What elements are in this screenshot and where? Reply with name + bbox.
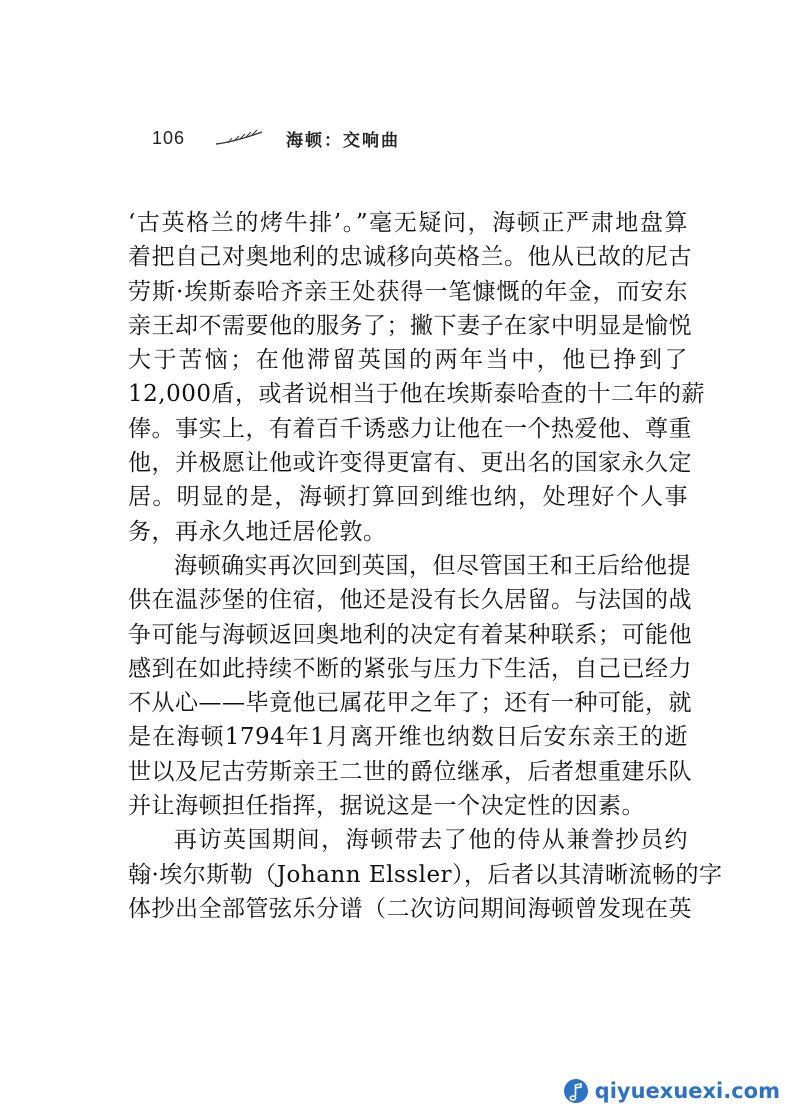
text-line: 务，再永久地迁居伦敦。	[128, 518, 387, 545]
text-line: 翰·埃尔斯勒（Johann Elssler），后者以其清晰流畅的字	[128, 861, 723, 888]
text-line: 是在海顿1794年1月离开维也纳数日后安东亲王的逝	[128, 724, 688, 751]
text-line: 世以及尼古劳斯亲王二世的爵位继承，后者想重建乐队	[128, 758, 692, 785]
watermark-text: qiyuexuexi.com	[594, 1079, 780, 1103]
text-line: 居。明显的是，海顿打算回到维也纳，处理好个人事	[128, 484, 688, 511]
text-line: 劳斯·埃斯泰哈齐亲王处获得一笔慷慨的年金，而安东	[128, 278, 688, 305]
text-line: 感到在如此持续不断的紧张与压力下生活，自己已经力	[128, 655, 692, 682]
page-header	[152, 126, 552, 156]
text-line: 着把自己对奥地利的忠诚移向英格兰。他从已故的尼古	[128, 244, 692, 271]
feather-ornament-icon	[214, 128, 264, 148]
text-line: ‘古英格兰的烤牛排’。”毫无疑问，海顿正严肃地盘算	[128, 210, 688, 236]
text-line: 海顿确实再次回到英国，但尽管国王和王后给他提	[174, 552, 691, 579]
text-line: 再访英国期间，海顿带去了他的侍从兼誊抄员约	[174, 827, 688, 854]
text-line: 大于苦恼；在他滞留英国的两年当中，他已挣到了	[128, 347, 688, 374]
text-line: 并让海顿担任指挥，据说这是一个决定性的因素。	[128, 793, 645, 820]
text-line: 争可能与海顿返回奥地利的决定有着某种联系；可能他	[128, 621, 692, 648]
music-note-logo-icon	[563, 1078, 589, 1104]
text-line: 俸。事实上，有着百千诱惑力让他在一个热爱他、尊重	[128, 415, 692, 442]
text-line: 不从心——毕竟他已属花甲之年了；还有一种可能，就	[128, 690, 692, 717]
body-text	[128, 206, 723, 926]
running-title: 海顿：交响曲	[286, 131, 400, 151]
text-line: 12,000盾，或者说相当于他在埃斯泰哈查的十二年的薪	[128, 381, 705, 408]
text-line: 亲王却不需要他的服务了；撇下妻子在家中明显是愉悦	[128, 312, 692, 339]
page-number: 106	[152, 128, 186, 148]
text-line: 供在温莎堡的住宿，他还是没有长久居留。与法国的战	[128, 587, 692, 614]
text-line: 他，并极愿让他或许变得更富有、更出名的国家永久定	[128, 450, 692, 477]
watermark	[563, 1076, 780, 1106]
text-line: 体抄出全部管弦乐分谱（二次访问期间海顿曾发现在英	[128, 895, 692, 922]
